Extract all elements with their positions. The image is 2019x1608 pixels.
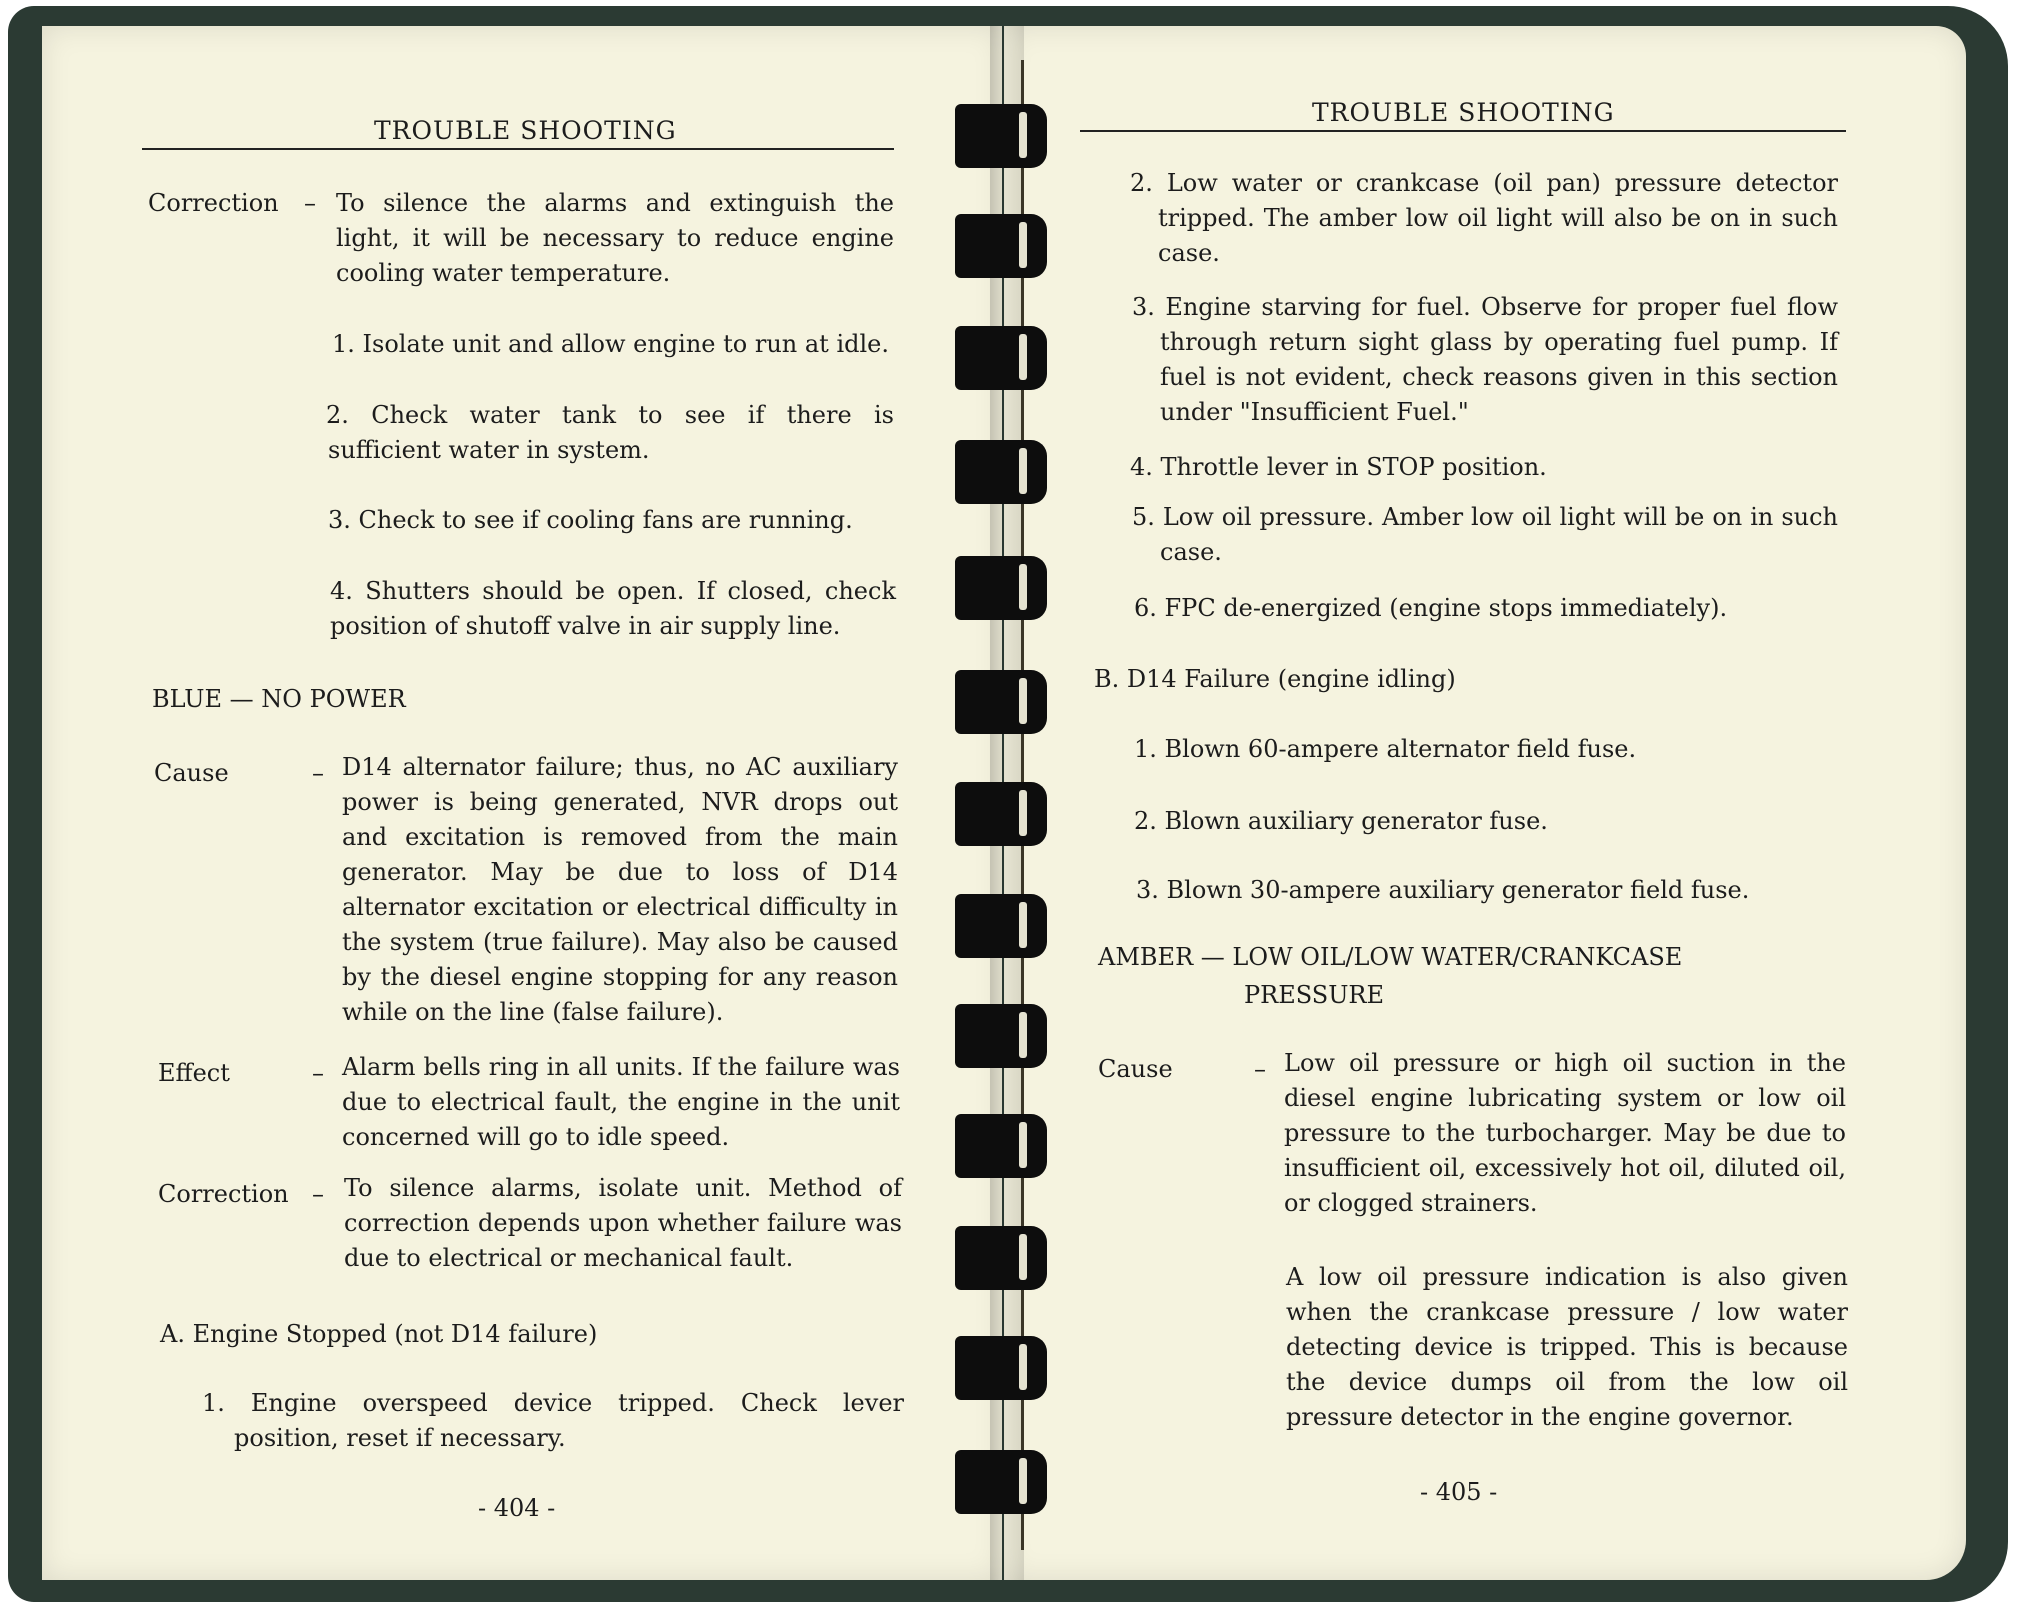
page-number: - 405 - [1420,1478,1498,1506]
list-item: 5. Low oil pressure. Amber low oil light will be on in such case. [1132,503,1838,566]
binding-ring [955,1450,1047,1514]
cause-label: Cause [154,759,229,787]
page-header: TROUBLE SHOOTING [374,116,677,145]
step-item: 2. Check water tank to see if there is sufficient water in system. [326,401,894,464]
correction-label: Correction [148,189,279,217]
correction-text: To silence alarms, isolate unit. Method of correction depends upon whether failure was due to electrical or mechanical fault. [344,1174,902,1272]
step-item: 1. Isolate unit and allow engine to run at idle. [332,330,889,358]
binding-ring [955,556,1047,620]
cause-text: Low oil pressure or high oil suction in the diesel engine lubricating system or low oil pressure to the turbocharger. May be due to insufficient oil, excessively hot oil, diluted oil, or clogged strainers. [1284,1049,1846,1217]
binding-ring [955,782,1047,846]
cause-label: Cause [1098,1055,1173,1083]
dash: – [1254,1055,1266,1083]
binding-ring [955,440,1047,504]
binding-ring [955,1226,1047,1290]
dash: – [312,759,324,787]
list-item: 2. Blown auxiliary generator fuse. [1134,807,1548,835]
binding-ring [955,670,1047,734]
header-rule [142,148,894,150]
list-item: 6. FPC de-energized (engine stops immediately). [1134,594,1728,622]
cause-text: D14 alternator failure; thus, no AC auxiliary power is being generated, NVR drops out and excitation is removed from the main generator. May be due to loss of D14 alternator excitation or electrical difficulty in the system (true failure). May also be caused by the diesel engine stopping for any reason while on the line (false failure). [342,753,898,1026]
binding-ring [955,214,1047,278]
note-paragraph: A low oil pressure indication is also given when the crankcase pressure / low water detecting device is tripped. This is because the device dumps oil from the low oil pressure detector in the engine governor. [1286,1263,1848,1431]
page-header: TROUBLE SHOOTING [1312,98,1615,127]
binding-ring [955,1004,1047,1068]
list-item: 3. Blown 30-ampere auxiliary generator field fuse. [1136,876,1750,904]
section-heading-amber-cont: PRESSURE [1244,981,1385,1009]
list-item: 4. Throttle lever in STOP position. [1130,453,1547,481]
subsection-heading: A. Engine Stopped (not D14 failure) [160,1320,598,1348]
dash: – [312,1180,324,1208]
section-heading-blue: BLUE — NO POWER [152,685,406,713]
list-item: 1. Blown 60-ampere alternator field fuse. [1134,735,1637,763]
correction-label: Correction [158,1180,289,1208]
binding-ring [955,894,1047,958]
list-item: 1. Engine overspeed device tripped. Check lever position, reset if necessary. [202,1389,904,1452]
step-item: 3. Check to see if cooling fans are running. [328,506,853,534]
correction-text: To silence the alarms and extinguish the light, it will be necessary to reduce engine cooling water temperature. [336,189,894,287]
section-heading-amber: AMBER — LOW OIL/LOW WATER/CRANKCASE [1098,943,1683,971]
binding-ring [955,326,1047,390]
effect-label: Effect [158,1059,230,1087]
list-item: 2. Low water or crankcase (oil pan) pressure detector tripped. The amber low oil light will also be on in such case. [1130,169,1838,267]
header-rule [1080,130,1846,132]
dash: – [304,189,316,217]
step-item: 4. Shutters should be open. If closed, check position of shutoff valve in air supply line. [330,577,896,640]
binding-ring [955,1114,1047,1178]
list-item: 3. Engine starving for fuel. Observe for proper fuel flow through return sight glass by operating fuel pump. If fuel is not evident, check reasons given in this section under "Insufficient Fuel." [1132,293,1838,426]
binding-ring [955,1336,1047,1400]
dash: – [312,1059,324,1087]
binding-ring [955,104,1047,168]
page-number: - 404 - [478,1494,556,1522]
subsection-heading: B. D14 Failure (engine idling) [1094,665,1456,693]
effect-text: Alarm bells ring in all units. If the failure was due to electrical fault, the engine in the unit concerned will go to idle speed. [342,1053,900,1151]
